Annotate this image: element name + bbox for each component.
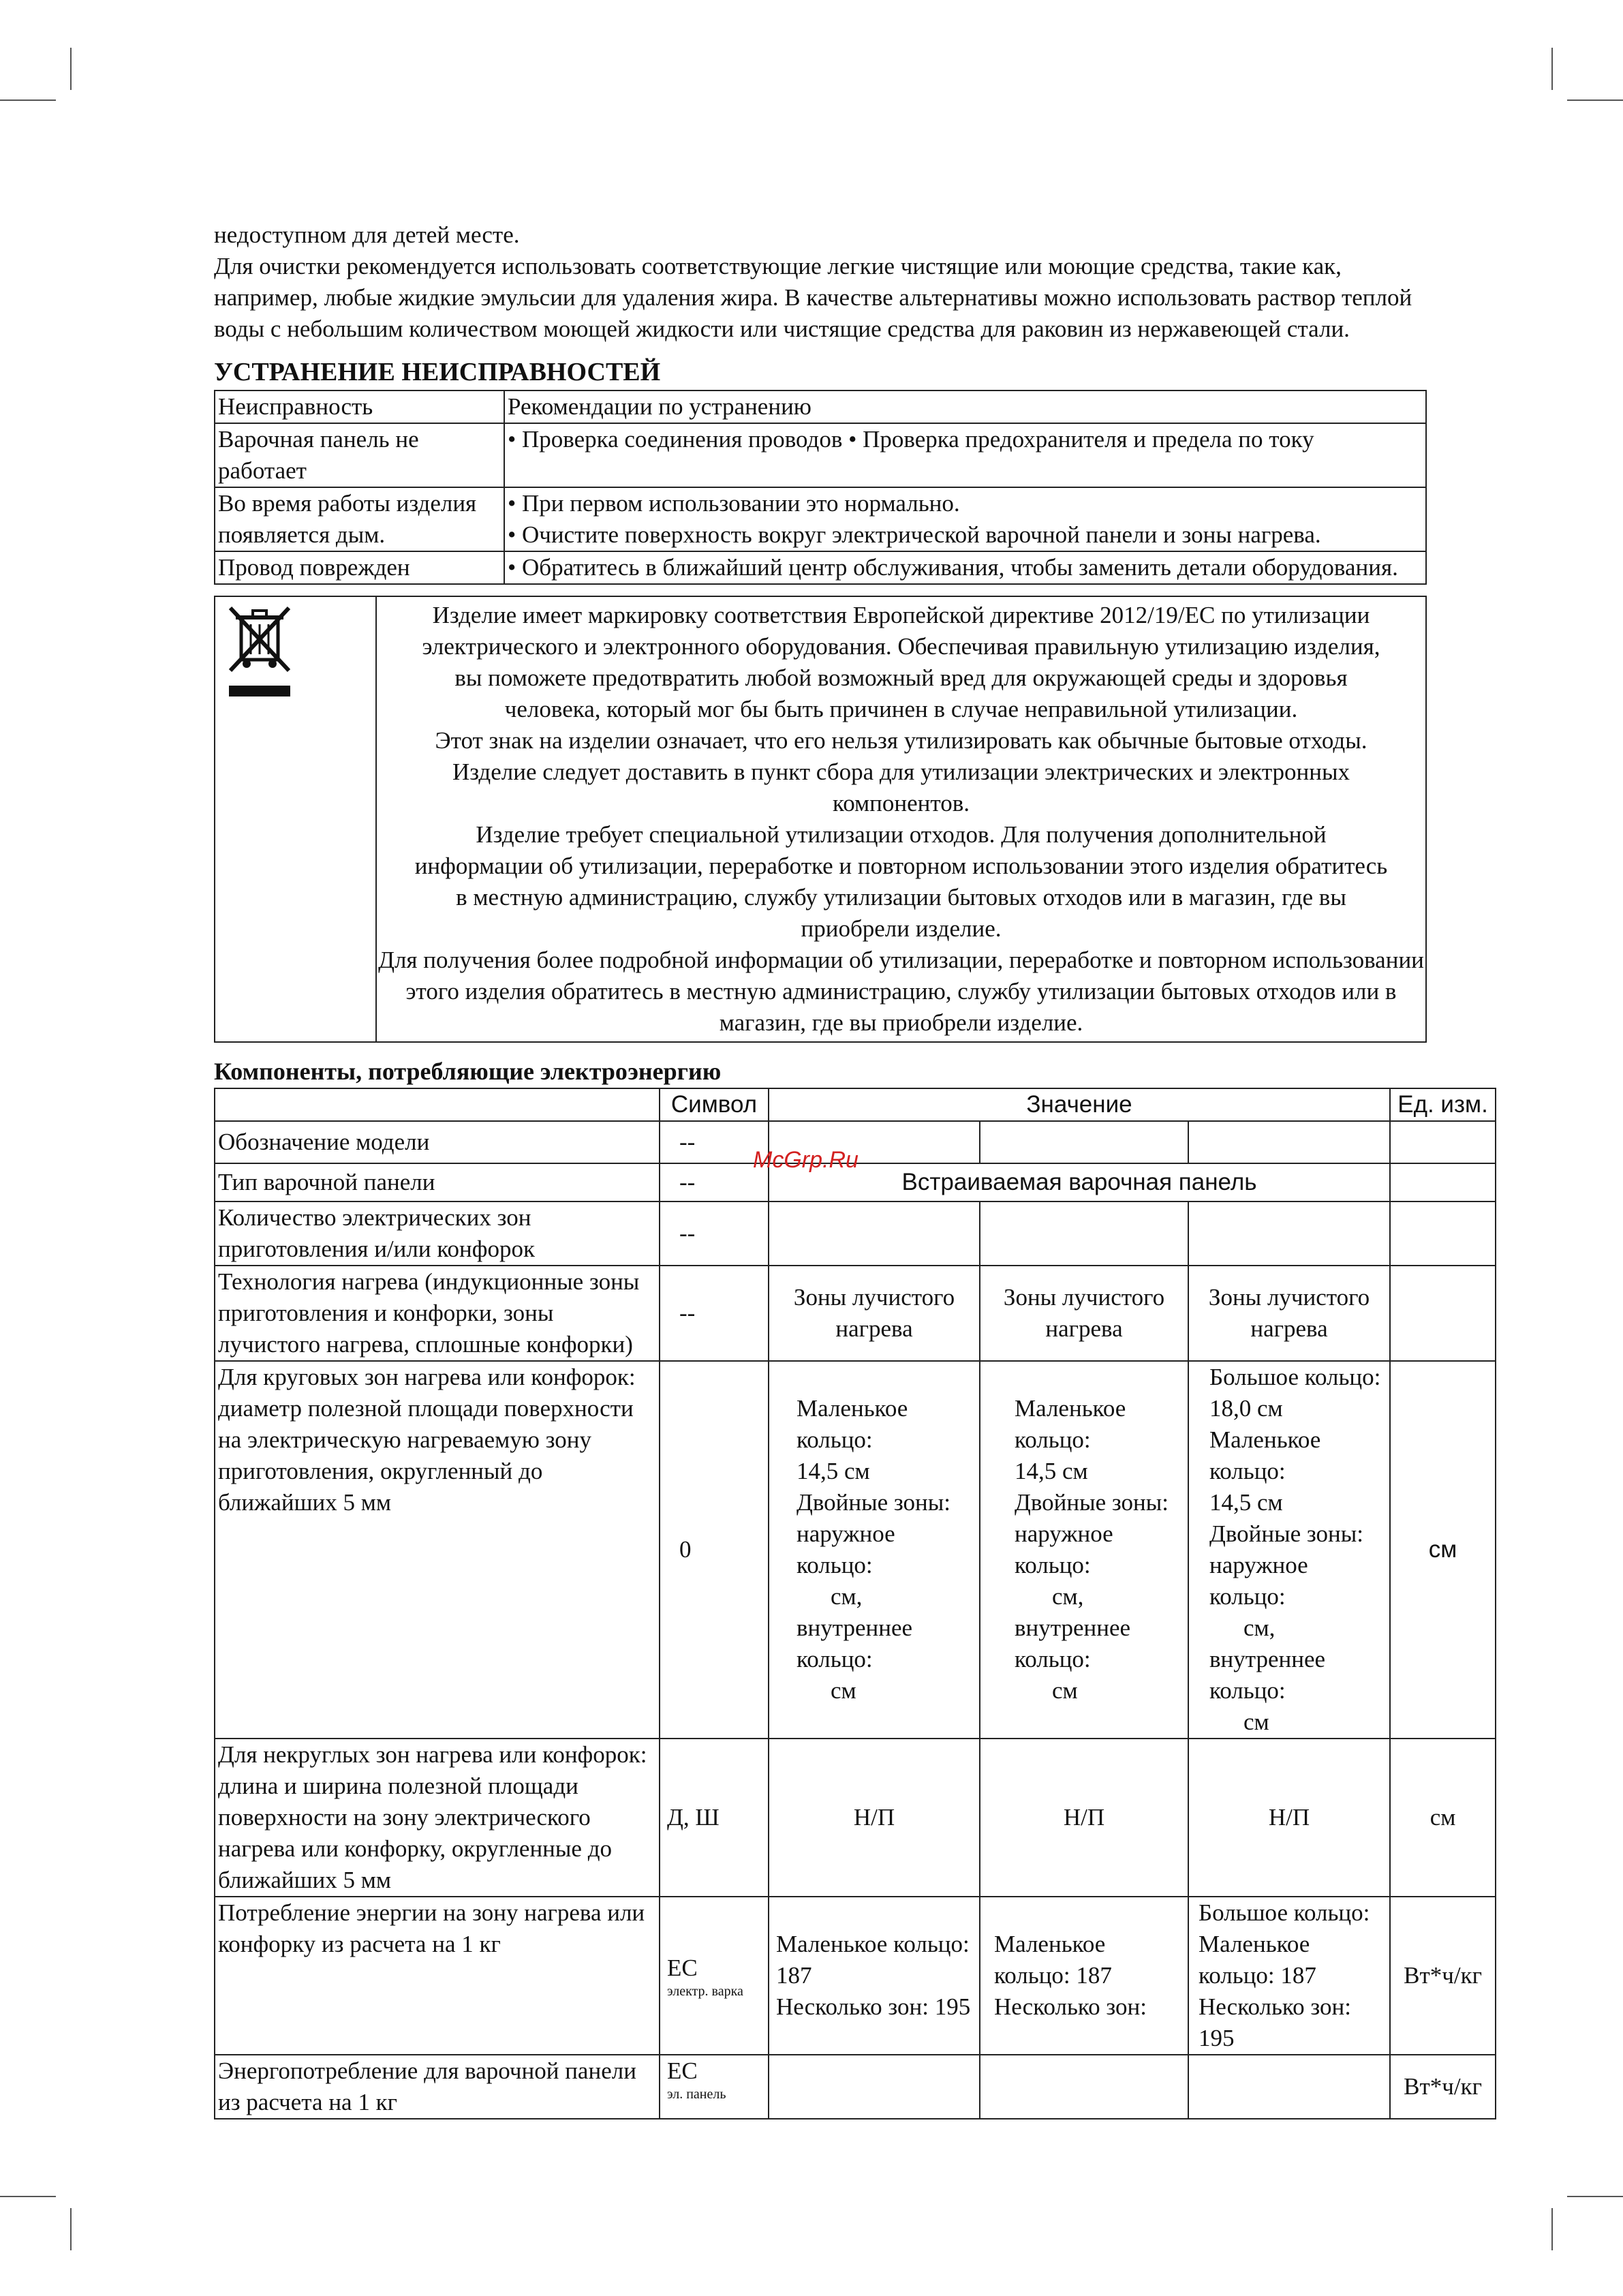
- value-line: внутреннее кольцо:: [1209, 1646, 1326, 1704]
- value-line: наружное кольцо:: [1209, 1552, 1308, 1610]
- table-row: [215, 1897, 1496, 2055]
- value-line: Двойные зоны:: [797, 1489, 951, 1516]
- value-line: наружное кольцо:: [797, 1520, 895, 1578]
- table-header-cell: Символ: [660, 1088, 769, 1121]
- value-line: Маленькое кольцо:: [797, 1395, 908, 1453]
- param-cell: Тип варочной панели: [215, 1163, 660, 1201]
- value-line: 18,0 см: [1209, 1395, 1283, 1422]
- value-cell: [769, 1201, 980, 1266]
- unit-cell: [1390, 1266, 1496, 1361]
- param-cell: Потребление энергии на зону нагрева или конфорку из расчета на 1 кг: [215, 1897, 660, 2055]
- value-cell: [1188, 2055, 1390, 2119]
- symbol-sub: эл. панель: [667, 2087, 726, 2102]
- fix-line: • При первом использовании это нормально.: [508, 490, 960, 517]
- value-line: см,: [1243, 1614, 1276, 1641]
- troubleshooting-title: УСТРАНЕНИЕ НЕИСПРАВНОСТЕЙ: [214, 358, 661, 386]
- crop-mark: [0, 100, 56, 101]
- value-line: см: [1052, 1677, 1078, 1704]
- value-line: Несколько зон: 195: [1199, 1993, 1351, 2051]
- value-line: Маленькое кольцо: 187: [776, 1931, 970, 1989]
- value-line: Маленькое кольцо: 187: [994, 1931, 1112, 1989]
- fix-cell: • Обратитесь в ближайший центр обслуживания, чтобы заменить детали оборудования.: [504, 551, 1426, 584]
- symbol-cell: 0: [660, 1361, 769, 1739]
- value-line: Двойные зоны:: [1209, 1520, 1364, 1547]
- crop-mark: [70, 48, 72, 90]
- table-row: [215, 1201, 1496, 1266]
- value-line: наружное кольцо:: [1015, 1520, 1113, 1578]
- table-row: [215, 551, 1426, 584]
- intro-line: недоступном для детей месте.: [214, 221, 520, 248]
- value-cell: [980, 1121, 1188, 1163]
- value-line: см: [831, 1677, 856, 1704]
- table-row: [215, 1361, 1496, 1739]
- table-header-cell: [215, 1088, 660, 1121]
- value-cell: [1188, 1897, 1390, 2055]
- components-table: [214, 1088, 1496, 2119]
- value-line: Несколько зон: 195: [776, 1993, 971, 2020]
- watermark: McGrp.Ru: [753, 1147, 859, 1173]
- symbol-cell: --: [660, 1201, 769, 1266]
- weee-paragraph: Изделие имеет маркировку соответствия Европейской директиве 2012/19/ЕС по утилизации электрического и электронного оборудования. Обеспечивая правильную утилизацию изделия, вы поможете предотвратить любой возможный вред для окружающей среды и здоровья человека, который мог бы быть причинен в случае неправильной утилизации.: [422, 602, 1380, 722]
- value-line: Большое кольцо:: [1209, 1364, 1381, 1390]
- symbol-cell: [660, 2055, 769, 2119]
- value-line: 14,5 см: [1209, 1489, 1283, 1516]
- troubleshooting-table: [214, 390, 1427, 585]
- table-row: [215, 1088, 1496, 1121]
- value-cell: [769, 2055, 980, 2119]
- symbol-main: ЕС: [667, 1955, 698, 1981]
- table-header-cell: Ед. изм.: [1390, 1088, 1496, 1121]
- value-line: Маленькое кольцо: 187: [1199, 1931, 1316, 1989]
- param-cell: Энергопотребление для варочной панели из расчета на 1 кг: [215, 2055, 660, 2119]
- value-cell: Зоны лучистого нагрева: [1188, 1266, 1390, 1361]
- value-line: Большое кольцо:: [1199, 1899, 1370, 1926]
- fault-cell: Варочная панель не работает: [215, 423, 504, 487]
- value-line: см,: [1052, 1583, 1084, 1610]
- weee-icon-cell: [215, 596, 376, 1042]
- crop-mark: [1567, 2196, 1623, 2197]
- unit-cell: Вт*ч/кг: [1390, 2055, 1496, 2119]
- weee-paragraph: Для получения более подробной информации об утилизации, переработке и повторном использовании этого изделия обратитесь в местную администрацию, службу утилизации бытовых отходов или в магазин, где вы приобрели изделие.: [378, 947, 1424, 1036]
- symbol-cell: --: [660, 1121, 769, 1163]
- value-line: внутреннее кольцо:: [1015, 1614, 1131, 1672]
- unit-cell: см: [1390, 1361, 1496, 1739]
- unit-cell: [1390, 1163, 1496, 1201]
- unit-cell: см: [1390, 1739, 1496, 1897]
- value-cell: Н/П: [980, 1739, 1188, 1897]
- fault-cell: Во время работы изделия появляется дым.: [215, 487, 504, 551]
- weee-text-cell: [376, 596, 1426, 1042]
- value-cell: Зоны лучистого нагрева: [769, 1266, 980, 1361]
- symbol-cell: [660, 1897, 769, 2055]
- param-cell: Технология нагрева (индукционные зоны приготовления и конфорки, зоны лучистого нагрева, сплошные конфорки): [215, 1266, 660, 1361]
- value-line: 14,5 см: [797, 1458, 870, 1484]
- fix-cell: [504, 487, 1426, 551]
- param-cell: Для некруглых зон нагрева или конфорок: длина и ширина полезной площади поверхности на зону электрического нагрева или конфорку, округленные до ближайших 5 мм: [215, 1739, 660, 1897]
- value-line: Маленькое кольцо:: [1209, 1426, 1321, 1484]
- table-header-cell: Значение: [769, 1088, 1390, 1121]
- value-cell: Зоны лучистого нагрева: [980, 1266, 1188, 1361]
- crop-mark: [1551, 48, 1553, 90]
- table-header-cell: Неисправность: [215, 391, 504, 423]
- unit-cell: [1390, 1201, 1496, 1266]
- crop-mark: [1567, 100, 1623, 101]
- table-header-cell: Рекомендации по устранению: [504, 391, 1426, 423]
- value-line: Двойные зоны:: [1015, 1489, 1169, 1516]
- table-row: [215, 596, 1426, 1042]
- crop-mark: [0, 2196, 56, 2197]
- table-row: [215, 1739, 1496, 1897]
- table-row: [215, 487, 1426, 551]
- value-cell: Встраиваемая варочная панель: [769, 1163, 1390, 1201]
- value-line: 14,5 см: [1015, 1458, 1088, 1484]
- unit-cell: [1390, 1121, 1496, 1163]
- value-cell: Н/П: [769, 1739, 980, 1897]
- value-cell: [1188, 1201, 1390, 1266]
- value-cell: [980, 1201, 1188, 1266]
- weee-paragraph: Изделие следует доставить в пункт сбора для утилизации электрических и электронных компонентов.: [452, 759, 1350, 816]
- crossed-bin-icon: [222, 602, 297, 705]
- value-line: см: [1243, 1709, 1269, 1735]
- value-line: Маленькое кольцо:: [1015, 1395, 1126, 1453]
- intro-paragraph: Для очистки рекомендуется использовать соответствующие легкие чистящие или моющие средства, такие как, например, любые жидкие эмульсии для удаления жира. В качестве альтернативы можно использовать раствор теплой воды с небольшим количеством моющей жидкости или чистящие средства для раковин из нержавеющей стали.: [214, 253, 1412, 342]
- table-row: [215, 1266, 1496, 1361]
- weee-paragraph: Изделие требует специальной утилизации отходов. Для получения дополнительной информации об утилизации, переработке и повторном использовании этого изделия обратитесь в местную администрацию, службу утилизации бытовых отходов или в магазин, где вы приобрели изделие.: [414, 821, 1388, 942]
- param-cell: Для круговых зон нагрева или конфорок: диаметр полезной площади поверхности на электрическую нагреваемую зону приготовления, округленный до ближайших 5 мм: [215, 1361, 660, 1739]
- table-row: [215, 2055, 1496, 2119]
- param-cell: Количество электрических зон приготовления и/или конфорок: [215, 1201, 660, 1266]
- symbol-cell: Д, Ш: [660, 1739, 769, 1897]
- value-cell: Н/П: [1188, 1739, 1390, 1897]
- symbol-cell: --: [660, 1266, 769, 1361]
- value-cell: [980, 1897, 1188, 2055]
- table-row: [215, 423, 1426, 487]
- fault-cell: Провод поврежден: [215, 551, 504, 584]
- weee-notice: [214, 596, 1427, 1043]
- value-cell: [1188, 1361, 1390, 1739]
- symbol-main: ЕС: [667, 2057, 698, 2084]
- weee-paragraph: Этот знак на изделии означает, что его нельзя утилизировать как обычные бытовые отходы.: [435, 727, 1367, 754]
- unit-cell: Вт*ч/кг: [1390, 1897, 1496, 2055]
- value-cell: [769, 1361, 980, 1739]
- symbol-sub: электр. варка: [667, 1984, 743, 1999]
- symbol-cell: --: [660, 1163, 769, 1201]
- param-cell: Обозначение модели: [215, 1121, 660, 1163]
- value-cell: [980, 1361, 1188, 1739]
- crop-mark: [70, 2208, 72, 2250]
- value-line: см,: [831, 1583, 863, 1610]
- crop-mark: [1551, 2208, 1553, 2250]
- table-row: [215, 391, 1426, 423]
- value-line: Несколько зон:: [994, 1993, 1147, 2020]
- fix-line: • Очистите поверхность вокруг электрической варочной панели и зоны нагрева.: [508, 521, 1321, 548]
- components-title: Компоненты, потребляющие электроэнергию: [214, 1058, 722, 1085]
- value-cell: [980, 2055, 1188, 2119]
- value-cell: [1188, 1121, 1390, 1163]
- value-cell: [769, 1897, 980, 2055]
- fix-cell: • Проверка соединения проводов • Проверка предохранителя и предела по току: [504, 423, 1426, 487]
- value-line: внутреннее кольцо:: [797, 1614, 913, 1672]
